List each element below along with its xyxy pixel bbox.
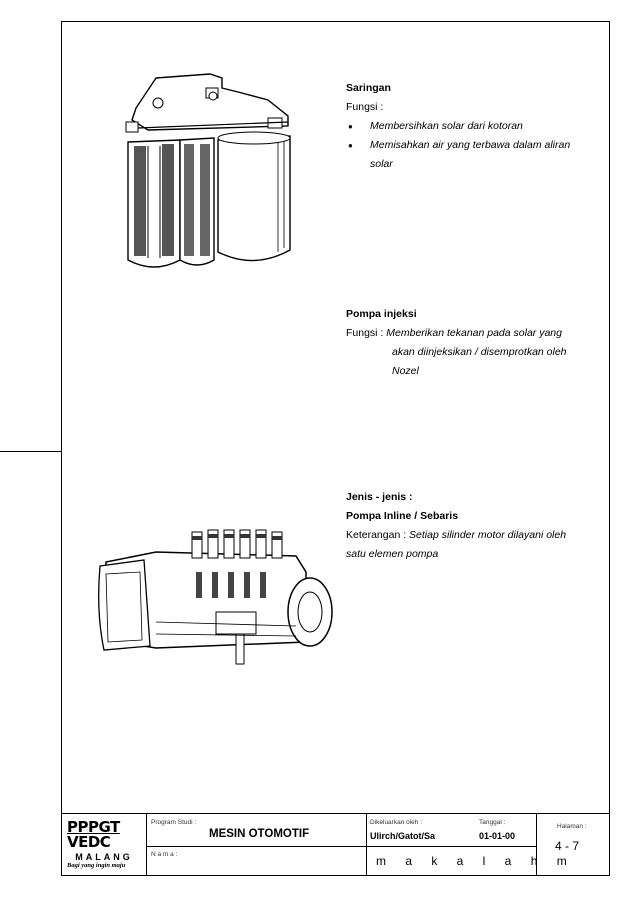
jenis-keterangan-text: Setiap silinder motor dilayani oleh (409, 529, 567, 541)
margin-mark (0, 451, 61, 452)
saringan-function-list (346, 117, 596, 155)
list-item: ● Membersihkan solar dari kotoran (346, 117, 596, 136)
jenis-subtitle: Pompa Inline / Sebaris (346, 510, 459, 522)
pompa-fungsi-text: Nozel (392, 365, 419, 377)
tanggal-value: 01-01-00 (479, 831, 516, 841)
jenis-keterangan-text: satu elemen pompa (346, 548, 439, 560)
saringan-section (346, 79, 596, 174)
dikeluarkan-label: Dikeluarkan oleh : (370, 819, 423, 826)
pompa-title: Pompa injeksi (346, 308, 417, 320)
dikeluarkan-value: Ulirch/Gatot/Sa (370, 831, 436, 841)
tanggal-label: Tanggal : (479, 819, 506, 826)
injection-pump-illustration (96, 522, 336, 672)
saringan-fungsi-label: Fungsi : (346, 101, 384, 113)
logo-tagline: Bagi yang ingin maju (67, 862, 126, 869)
program-studi-value: MESIN OTOMOTIF (209, 828, 310, 840)
logo-line-2: VEDC (67, 833, 111, 851)
jenis-keterangan-label: Keterangan : (346, 529, 410, 541)
pompa-section (346, 305, 596, 381)
list-item: ● Memisahkan air yang terbawa dalam aliran (346, 136, 596, 155)
logo-line-1: PPPGT (67, 818, 120, 836)
fuel-filter-illustration (118, 70, 303, 275)
pompa-fungsi-label: Fungsi : (346, 327, 387, 339)
jenis-section (346, 488, 596, 564)
pompa-fungsi-text: akan diinjeksikan / disemprotkan oleh (392, 346, 567, 358)
logo-city: MALANG (75, 852, 133, 862)
jenis-title: Jenis - jenis : (346, 491, 413, 503)
title-block (61, 813, 610, 876)
halaman-label: Halaman : (557, 823, 587, 830)
list-item-continuation: solar (370, 158, 393, 170)
institution-logo (67, 820, 141, 876)
makalah-label: m a k a l a h m (376, 854, 571, 868)
nama-label: N a m a : (151, 851, 178, 858)
halaman-value: 4 - 7 (555, 839, 580, 853)
program-studi-label: Program Studi : (151, 819, 197, 826)
pompa-fungsi-text: Memberikan tekanan pada solar yang (386, 327, 562, 339)
saringan-title: Saringan (346, 82, 391, 94)
